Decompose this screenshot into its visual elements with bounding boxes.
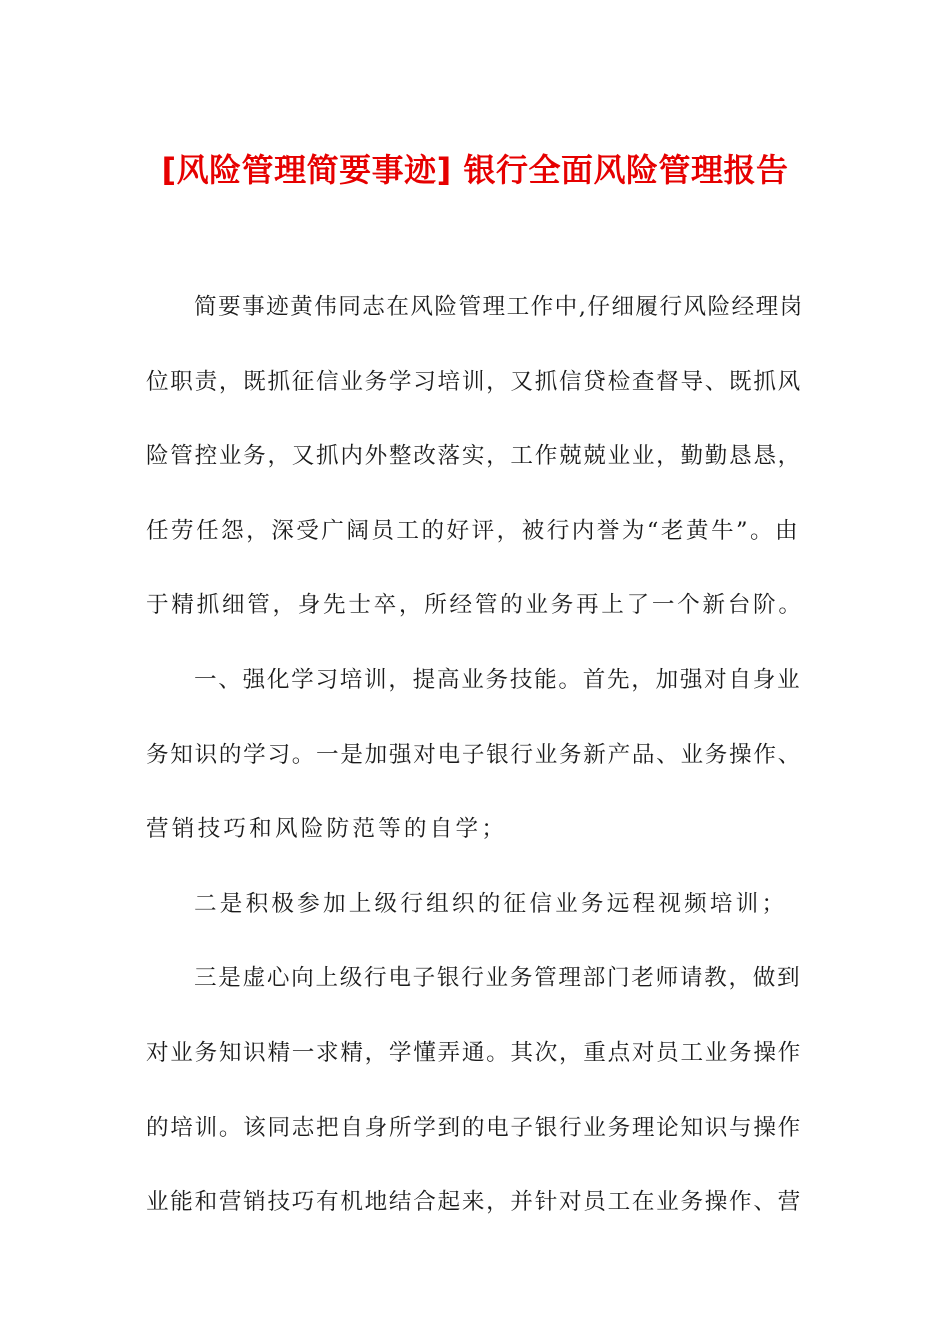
text-line: 位职责，既抓征信业务学习培训，又抓信贷检查督导、既抓风 xyxy=(146,368,802,395)
text-line: 业能和营销技巧有机地结合起来，并针对员工在业务操作、营 xyxy=(146,1189,802,1216)
text-line: 二是积极参加上级行组织的征信业务远程视频培训； xyxy=(194,890,788,917)
text-line: 三是虚心向上级行电子银行业务管理部门老师请教，做到 xyxy=(194,965,802,992)
text-line: 营销技巧和风险防范等的自学； xyxy=(146,816,508,843)
text-line: 简要事迹黄伟同志在风险管理工作中,仔细履行风险经理岗 xyxy=(194,294,804,320)
text-line: 的培训。该同志把自身所学到的电子银行业务理论知识与操作 xyxy=(146,1114,802,1141)
text-line: 险管控业务，又抓内外整改落实，工作兢兢业业，勤勤恳恳， xyxy=(146,443,802,470)
document-body xyxy=(146,270,806,1240)
text-line: 于精抓细管，身先士卒，所经管的业务再上了一个新台阶。 xyxy=(146,592,804,619)
document-title: [风险管理简要事迹] 银行全面风险管理报告 xyxy=(161,151,789,189)
text-line: 务知识的学习。一是加强对电子银行业务新产品、业务操作、 xyxy=(146,741,802,768)
text-line: 一、强化学习培训，提高业务技能。首先，加强对自身业 xyxy=(194,666,802,693)
text-line: 对业务知识精一求精，学懂弄通。其次，重点对员工业务操作 xyxy=(146,1039,802,1066)
text-line: 任劳任怨，深受广阔员工的好评，被行内誉为“老黄牛”。由 xyxy=(146,517,801,544)
